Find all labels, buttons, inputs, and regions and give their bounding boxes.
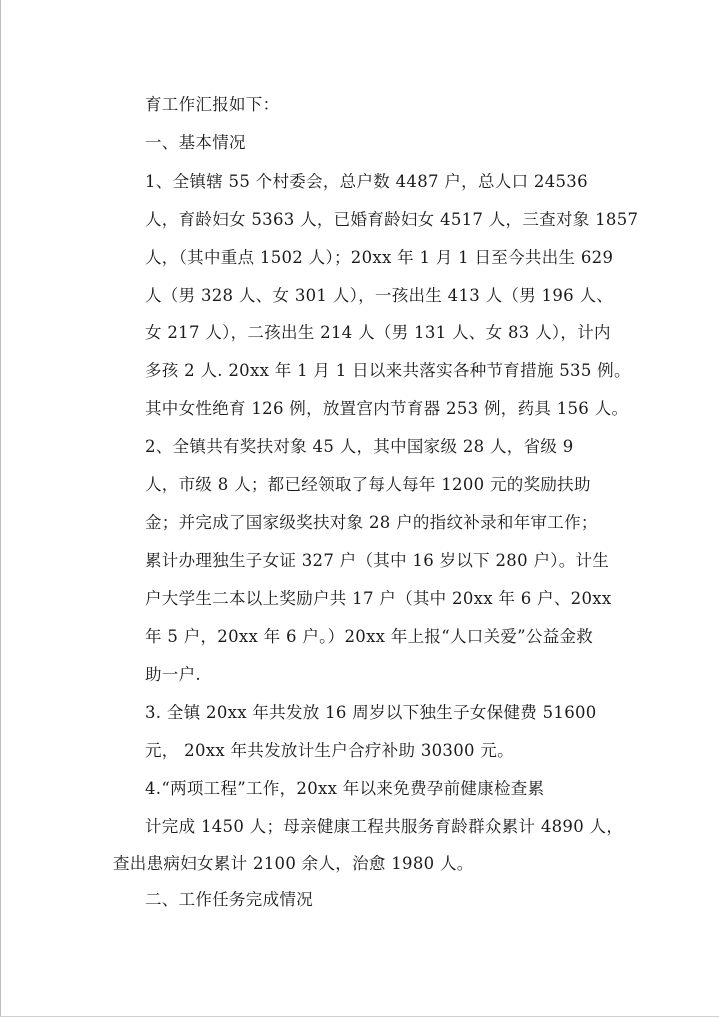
text-line: 查出患病妇女累计 2100 余人，治愈 1980 人。 [113,854,474,873]
section-heading-basic-situation: 一、基本情况 [145,133,246,152]
text-line: 年 5 户，20xx 年 6 户。）20xx 年上报“人口关爱”公益金救 [145,627,594,646]
text-line: 其中女性绝育 126 例，放置宫内节育器 253 例，药具 156 人。 [145,399,629,418]
text-line: 1、全镇辖 55 个村委会，总户数 4487 户，总人口 24536 [145,172,588,191]
text-line: 2、全镇共有奖扶对象 45 人，其中国家级 28 人，省级 9 [145,437,574,456]
text-line: 人，育龄妇女 5363 人，已婚育龄妇女 4517 人，三查对象 1857 [145,210,639,229]
text-line: 人，市级 8 人；都已经领取了每人每年 1200 元的奖励扶助 [145,475,591,494]
text-line: 累计办理独生子女证 327 户（其中 16 岁以下 280 户）。计生 [145,551,610,570]
text-line: 元， 20xx 年共发放计生户合疗补助 30300 元。 [145,741,514,760]
text-line: 多孩 2 人. 20xx 年 1 月 1 日以来共落实各种节育措施 535 例。 [145,361,631,380]
text-line: 4.“两项工程”工作，20xx 年以来免费孕前健康检查累 [145,779,545,798]
text-line: 助一户. [145,665,201,684]
text-line: 人（男 328 人、女 301 人），一孩出生 413 人（男 196 人、 [145,286,614,305]
text-line: 人，（其中重点 1502 人）；20xx 年 1 月 1 日至今共出生 629 [145,248,614,267]
text-line: 金；并完成了国家级奖扶对象 28 户的指纹补录和年审工作； [145,513,598,532]
text-line: 女 217 人），二孩出生 214 人（男 131 人、女 83 人），计内 [145,323,611,342]
text-line: 计完成 1450 人；母亲健康工程共服务育龄群众累计 4890 人， [145,817,624,836]
section-heading-task-completion: 二、工作任务完成情况 [145,890,313,909]
text-line: 育工作汇报如下： [145,95,280,114]
text-line: 户大学生二本以上奖励户共 17 户（其中 20xx 年 6 户、20xx [145,589,612,608]
text-line: 3. 全镇 20xx 年共发放 16 周岁以下独生子女保健费 51600 [145,703,597,722]
